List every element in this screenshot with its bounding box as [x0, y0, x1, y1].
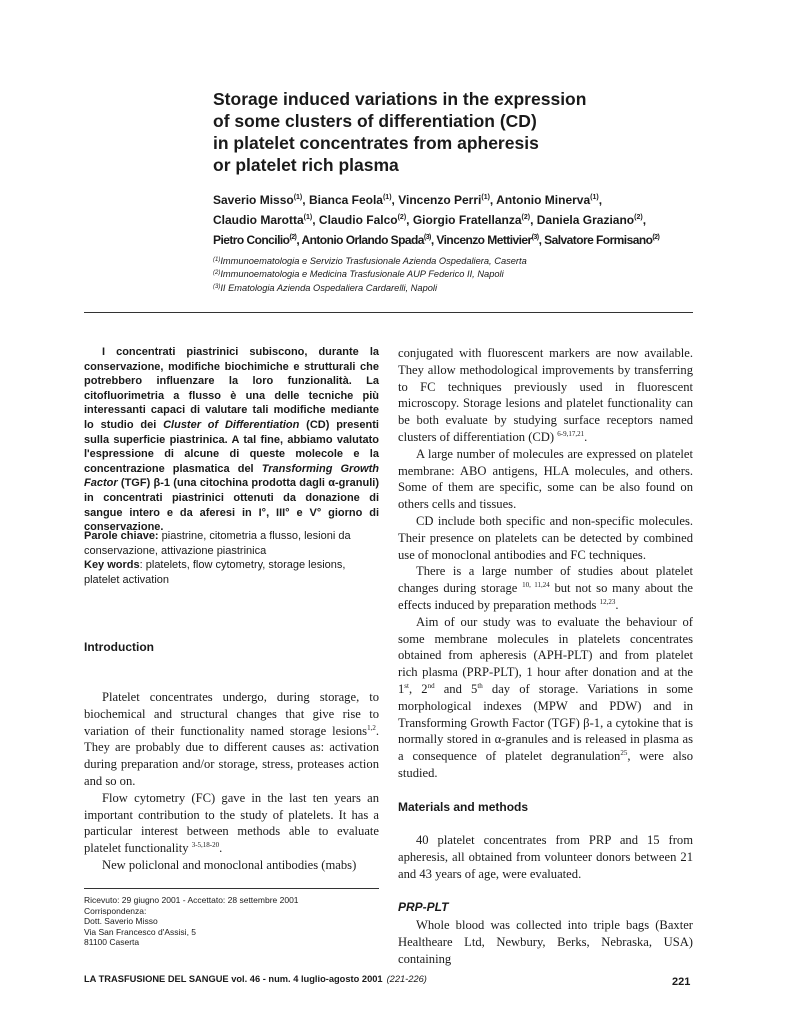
abstract-text: I concentrati piastrinici subiscono, durante la conservazione, modifiche biochimiche e strutturali che potrebbero influenzare la loro funzionalità. La citofluorimetria a flusso è una delle tecniche più interessanti capaci di valutare tali modifiche mediante lo studio dei [84, 346, 379, 431]
author-line [213, 209, 693, 229]
footnote-line: 81100 Caserta [84, 937, 140, 947]
author-separator: , [598, 193, 603, 207]
author-separator: , [530, 213, 537, 227]
abstract-text: (CD) presenti sulla superficie piastrinica. A tal fine, abbiamo valutato l'espressione di alcune di queste molecole e la concentrazione plasmatica del [84, 418, 379, 475]
affiliation-mark: (2) [634, 214, 643, 221]
citation: 25 [620, 749, 628, 758]
title-line: in platelet concentrates from apheresis [213, 133, 539, 153]
affiliation-text: Immunoematologia e Medicina Trasfusionale AUP Federico II, Napoli [220, 269, 504, 280]
paragraph-text: . They are probably due to different causes as: activation during preparation and/or storage, stress, proteases action and so on. [84, 723, 379, 788]
author-name: Pietro Concilio [213, 233, 290, 247]
citation: 12,23 [599, 597, 616, 606]
affiliation-mark: (1) [303, 214, 313, 221]
affiliation-mark: (2) [213, 270, 221, 277]
paragraph: A large number of molecules are expressed on platelet membrane: ABO antigens, HLA molecules, and others. Some of them are specific, some can be also found on others cells and tissues. [398, 446, 693, 512]
keywords-english [84, 558, 379, 587]
affiliation-mark: (1) [481, 194, 490, 201]
author-separator: , [312, 213, 319, 227]
right-column-body [398, 345, 693, 782]
abstract [84, 345, 379, 535]
paragraph-text: . [219, 841, 223, 856]
author-name: Claudio Marotta [213, 213, 304, 227]
header-divider [84, 312, 693, 313]
author-separator: , [296, 233, 302, 247]
author-name: Saverio Misso [213, 193, 294, 207]
keywords-text: piastrine, citometria a flusso, lesioni da conservazione, attivazione piastrinica [84, 530, 351, 557]
paragraph: Whole blood was collected into triple bags (Baxter Healtheare Ltd, Newbury, Berks, Nebraska, USA) containing [398, 918, 693, 966]
section-heading-introduction: Introduction [84, 640, 154, 654]
author-name: Vincenzo Perri [398, 193, 482, 207]
author-name: Salvatore Formisano [544, 233, 653, 247]
affiliation-text: Immunoematologia e Servizio Trasfusionale Azienda Ospedaliera, Caserta [220, 256, 527, 266]
keywords-italian [84, 529, 379, 558]
subsection-heading-prp-plt: PRP-PLT [398, 900, 449, 914]
author-separator: , [642, 213, 647, 227]
paragraph: CD include both specific and non-specific molecules. Their presence on platelets can be detected by combined use of monoclonal antibodies and FC techniques. [398, 513, 693, 562]
article-title [213, 88, 693, 176]
paragraph-text: , 2 [408, 681, 428, 696]
citation: 1,2 [367, 723, 376, 732]
affiliation-mark: (1) [293, 194, 303, 201]
affiliation-mark: (1) [590, 194, 599, 201]
author-name: Bianca Feola [308, 193, 383, 207]
paragraph-text: but not so many about the effects induced by preparation methods [398, 581, 693, 612]
affiliation-mark: (3) [213, 283, 221, 290]
prp-plt-body [398, 917, 693, 967]
affiliation-text: II Ematologia Azienda Ospedaliera Cardarelli, Napoli [220, 282, 438, 293]
title-line: Storage induced variations in the expression [213, 89, 587, 109]
introduction-body [84, 689, 379, 874]
affiliation-mark: (2) [521, 214, 531, 221]
paragraph: 40 platelet concentrates from PRP and 15 from apheresis, all obtained from volunteer donors between 21 and 43 years of age, were evaluated. [398, 833, 693, 881]
materials-methods-body [398, 832, 693, 882]
paragraph-text: . [615, 597, 619, 612]
section-heading-materials-methods: Materials and methods [398, 800, 529, 814]
page-number: 221 [672, 976, 691, 988]
author-line [213, 189, 693, 209]
paragraph-text: conjugated with fluorescent markers are now available. They allow methodological improvements by transferring to FC techniques previously used in fluorescent microscopy. Storage lesions and platelet functionality can be both evaluate by studying surface receptors named clusters of differentiation (CD) [398, 346, 693, 444]
ordinal-suffix: st [404, 681, 409, 690]
keywords-label: Parole chiave: [84, 530, 159, 542]
paragraph-text: , were also studied. [398, 749, 694, 780]
author-name: Daniela Graziano [536, 213, 635, 227]
citation: 6-9,17,21 [557, 429, 585, 438]
abstract-italic: Cluster of Differentiation [163, 418, 300, 431]
affiliation-list [213, 254, 693, 294]
author-name: Vincenzo Mettivier [436, 233, 532, 247]
affiliation [213, 267, 693, 280]
paragraph-text: and 5 [434, 681, 478, 696]
abstract-italic: Transforming Growth Factor [84, 462, 379, 490]
paragraph: New policlonal and monoclonal antibodies (mabs) [102, 857, 357, 872]
affiliation-mark: (2) [652, 234, 660, 241]
paragraph [84, 790, 379, 857]
paragraph [398, 345, 693, 446]
author-name: Giorgio Fratellanza [412, 213, 522, 227]
page-range: (221-226) [386, 974, 427, 984]
author-name: Antonio Minerva [496, 193, 591, 207]
keywords-text: : platelets, flow cytometry, storage lesions, platelet activation [84, 559, 346, 586]
author-separator: , [430, 233, 437, 247]
affiliation-mark: (2) [289, 234, 297, 241]
author-name: Claudio Falco [318, 213, 398, 227]
footnote-line: Via San Francesco d'Assisi, 5 [84, 926, 197, 937]
paragraph-text: day of storage. Variations in some morphological indexes (MPW and PDW) and in Transforming Growth Factor (TGF) β-1, a cytokine that is normally stored in α-granules and is released in plasma as a consequence of platelet degranulation [398, 681, 694, 764]
affiliation-mark: (3) [531, 234, 539, 241]
author-list [213, 189, 693, 249]
citation: 3-5,18-20 [191, 841, 220, 850]
author-separator: , [489, 193, 497, 207]
paragraph-text: Platelet concentrates undergo, during storage, to biochemical and structural changes that give rise to variation of their functionality named storage lesions [84, 690, 379, 738]
title-line: of some clusters of differentiation (CD) [213, 111, 537, 131]
author-line [213, 229, 693, 249]
journal-citation: LA TRASFUSIONE DEL SANGUE vol. 46 - num. 4 luglio-agosto 2001 [84, 974, 383, 984]
affiliation-mark: (2) [397, 214, 407, 221]
affiliation [213, 254, 693, 267]
affiliation-mark: (1) [382, 194, 392, 201]
affiliation [213, 281, 693, 294]
keywords-label: Key words [84, 559, 140, 572]
journal-footer [84, 974, 427, 984]
paragraph [84, 689, 379, 790]
abstract-text: (TGF) β-1 (una citochina prodotta dagli α-granuli) in concentrati piastrinici ottenuti da donazione di sangue intero e da aferesi in I°, III° e V° giorno di conservazione. [84, 477, 379, 534]
paragraph-text: . [584, 429, 588, 444]
affiliation-mark: (3) [423, 234, 431, 241]
keywords [84, 529, 379, 587]
footnote-divider [84, 888, 379, 889]
author-separator: , [406, 213, 413, 227]
footnote-line: Dott. Saverio Misso [84, 916, 158, 926]
correspondence-footnote [84, 895, 379, 948]
author-separator: , [538, 233, 545, 247]
paragraph [398, 563, 693, 613]
paragraph-text: There is a large number of studies about platelet changes during storage [398, 564, 693, 596]
footnote-line: Corrispondenza: [84, 905, 147, 916]
author-name: Antonio Orlando Spada [301, 233, 424, 247]
author-separator: , [391, 193, 399, 207]
affiliation-mark: (1) [213, 257, 221, 263]
ordinal-suffix: th [477, 681, 483, 690]
footnote-line: Ricevuto: 29 giugno 2001 - Accettato: 28 settembre 2001 [84, 895, 299, 905]
ordinal-suffix: nd [427, 681, 435, 690]
paragraph-text: Flow cytometry (FC) gave in the last ten years an important contribution to the study of platelets. It has a particular interest between methods able to evaluate platelet functionality [84, 790, 379, 856]
paragraph [398, 614, 693, 782]
title-line: or platelet rich plasma [213, 155, 399, 175]
citation: 10, 11,24 [522, 581, 550, 590]
paragraph-text: Aim of our study was to evaluate the behaviour of some membrane molecules in platelets concentrates obtained from apheresis (APH-PLT) and from platelet rich plasma (PRP-PLT), 1 hour after donation and at the 1 [398, 614, 693, 696]
author-separator: , [302, 193, 309, 207]
